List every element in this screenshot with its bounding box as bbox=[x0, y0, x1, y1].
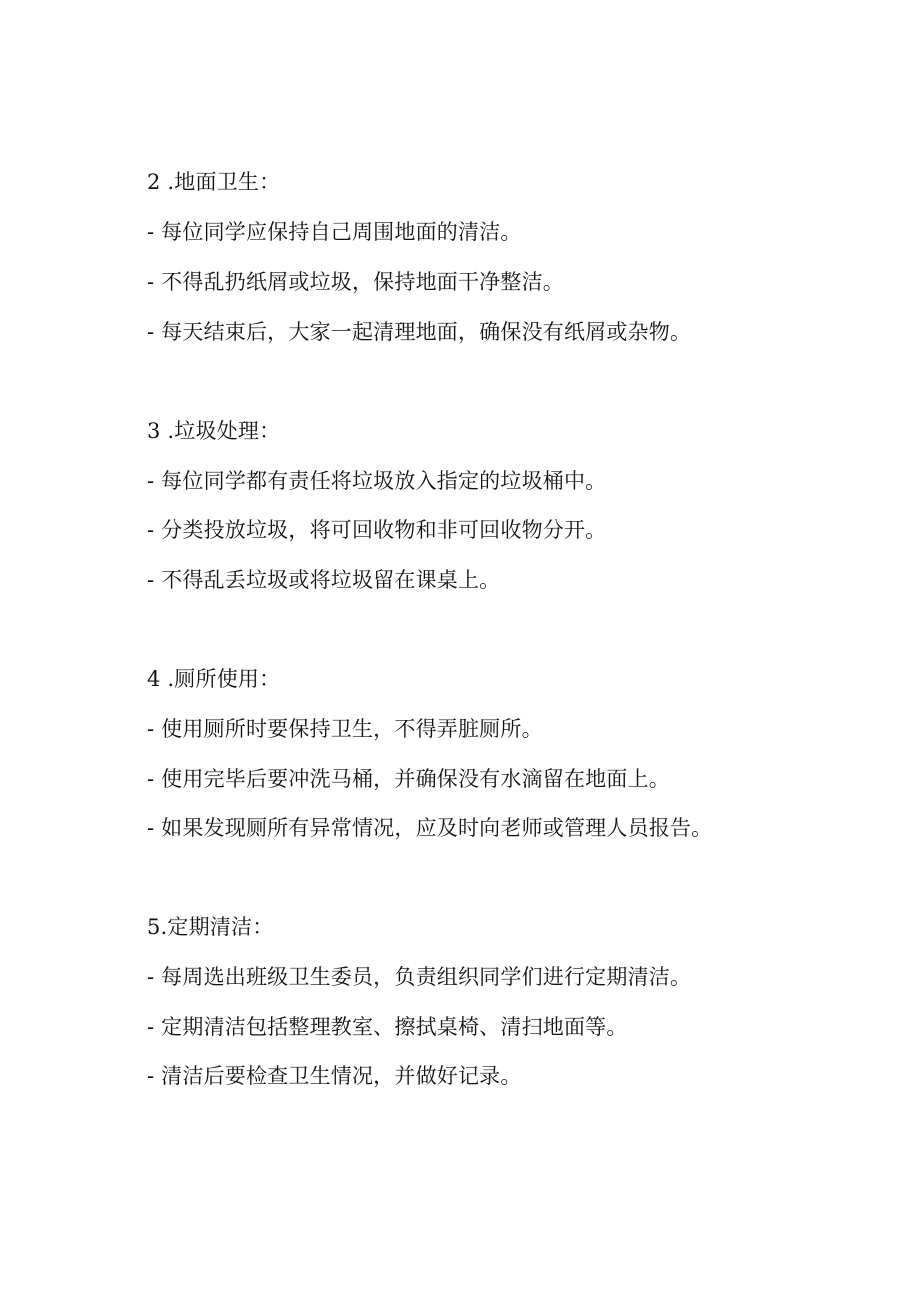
section-heading: 5.定期清洁： bbox=[147, 915, 274, 939]
list-item: - 不得乱丢垃圾或将垃圾留在课桌上。 bbox=[147, 568, 501, 592]
list-item: - 每天结束后，大家一起清理地面，确保没有纸屑或杂物。 bbox=[147, 320, 692, 344]
list-item: - 如果发现厕所有异常情况，应及时向老师或管理人员报告。 bbox=[147, 816, 713, 840]
list-item: - 分类投放垃圾，将可回收物和非可回收物分开。 bbox=[147, 518, 607, 542]
list-item: - 每位同学应保持自己周围地面的清洁。 bbox=[147, 220, 522, 244]
list-item: - 定期清洁包括整理教室、擦拭桌椅、清扫地面等。 bbox=[147, 1015, 628, 1039]
list-item: - 每周选出班级卫生委员，负责组织同学们进行定期清洁。 bbox=[147, 965, 692, 989]
list-item: - 使用完毕后要冲洗马桶，并确保没有水滴留在地面上。 bbox=[147, 767, 670, 791]
list-item: - 清洁后要检查卫生情况，并做好记录。 bbox=[147, 1064, 522, 1088]
list-item: - 使用厕所时要保持卫生，不得弄脏厕所。 bbox=[147, 717, 543, 741]
section-heading: 2 .地面卫生： bbox=[147, 170, 281, 194]
list-item: - 每位同学都有责任将垃圾放入指定的垃圾桶中。 bbox=[147, 469, 607, 493]
section-heading: 4 .厕所使用： bbox=[147, 667, 281, 691]
list-item: - 不得乱扔纸屑或垃圾，保持地面干净整洁。 bbox=[147, 270, 564, 294]
section-heading: 3 .垃圾处理： bbox=[147, 419, 281, 443]
